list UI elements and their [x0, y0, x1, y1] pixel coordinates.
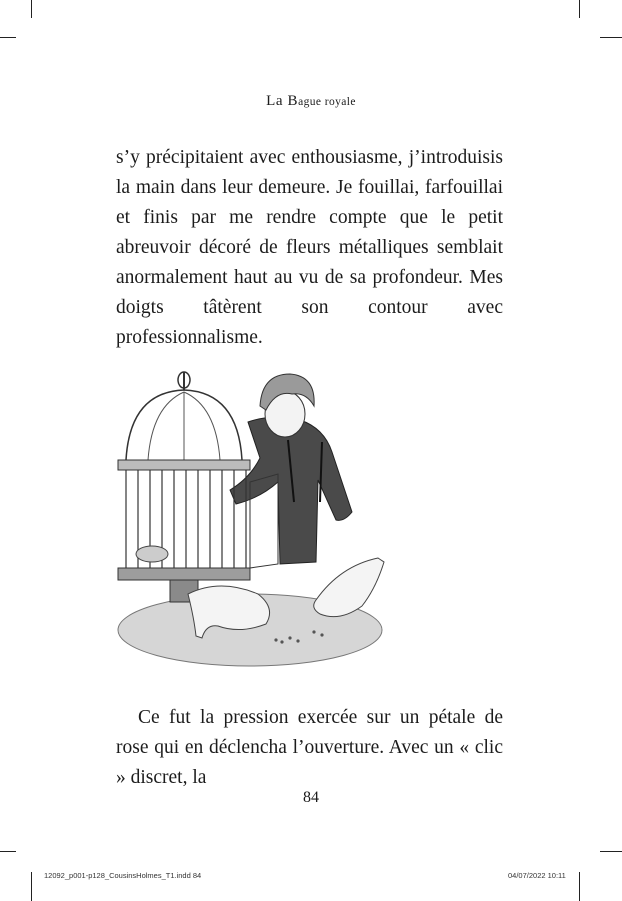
- crop-mark: [579, 0, 580, 18]
- paragraph-top-text: s’y précipitaient avec enthousiasme, j’introduisis la main dans leur demeure. Je fouillai, farfouillai et finis par me rendre compte que le petit abreuvoir décoré de fleurs métalliques semblait anormalement haut au vu de sa profondeur. Mes doigts tâtèrent son contour avec professionnalisme.: [116, 147, 503, 348]
- crop-mark: [31, 872, 32, 901]
- paragraph-top: [116, 143, 503, 353]
- crop-mark: [0, 37, 16, 38]
- header-capital: B: [287, 93, 299, 109]
- crop-mark: [31, 0, 32, 18]
- illustration-birdcage-boy-doves: [100, 362, 400, 672]
- paragraph-bottom-text: Ce fut la pression exercée sur un pétale de rose qui en déclencha l’ouverture. Avec un « clic » discret, la: [116, 707, 503, 788]
- crop-mark: [0, 851, 16, 852]
- slug-file: 12092_p001-p128_CousinsHolmes_T1.indd 84: [44, 871, 202, 880]
- header-small-caps: ague royale: [298, 96, 356, 108]
- running-header: [0, 93, 622, 110]
- paragraph-bottom: [116, 703, 503, 793]
- crop-mark: [579, 872, 580, 901]
- page-number: 84: [303, 789, 319, 806]
- slug-datetime: 04/07/2022 10:11: [508, 871, 566, 880]
- crop-mark: [600, 37, 622, 38]
- crop-mark: [600, 851, 622, 852]
- header-initial: La: [266, 93, 288, 109]
